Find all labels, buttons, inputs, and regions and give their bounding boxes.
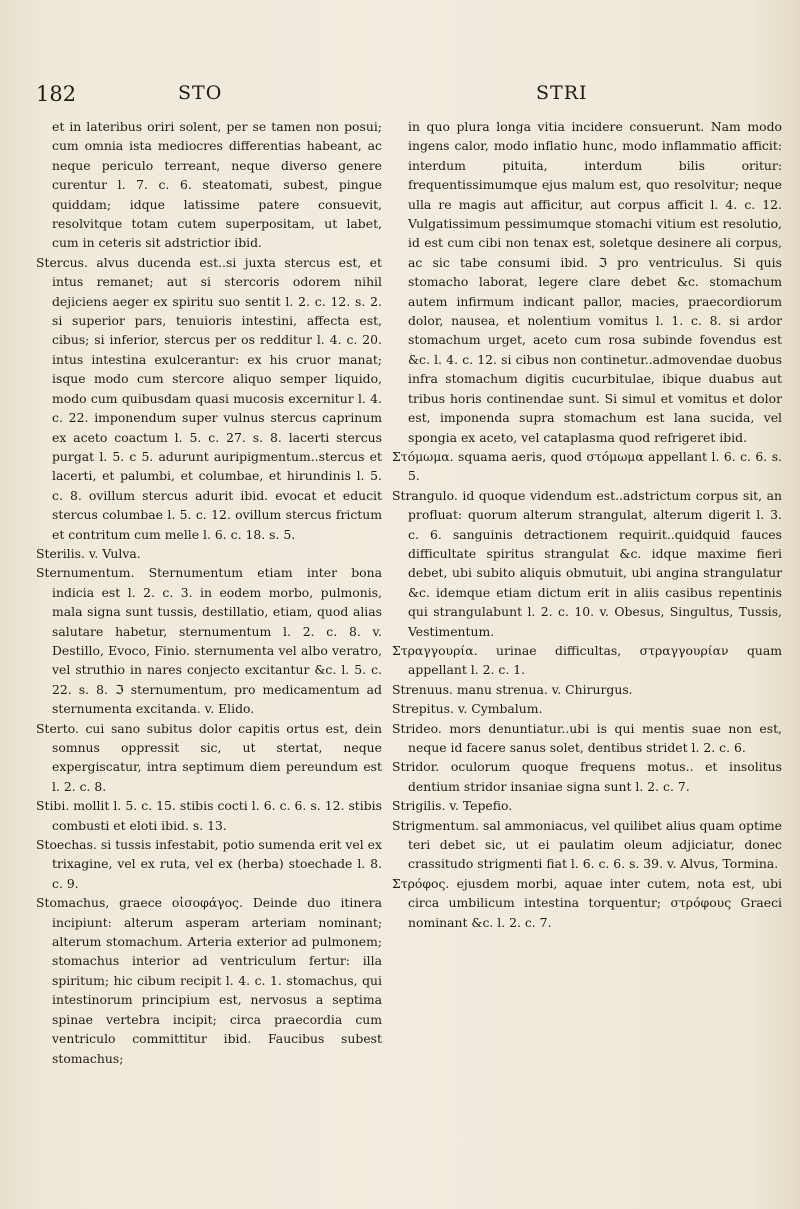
entry-sternumentum: Sternumentum. Sternumentum etiam inter bona indicia est l. 2. c. 3. in eodem morbo, pulmonis, mala signa sunt tussis, destillatio, etiam, quod alias salutare habetur, sternumentum l. 2. c. 8. v. Destillo, Evoco, Finio. sternumenta vel albo veratro, vel struthio in nares conjecto excitantur &c. l. 5. c. 22. s. 8. ℑ sternumentum, pro medicamentum ad sternumenta excitanda. v. Elido. — [36, 565, 382, 717]
entry-strophos: Στρόφος. ejusdem morbi, aquae inter cutem, nota est, ubi circa umbilicum intestina torquentur; στρόφους Graeci nominant &c. l. 2. c. 7. — [392, 875, 782, 930]
left-column — [36, 117, 382, 1068]
entry-strangouria: Στραγγουρία. urinae difficultas, στραγγουρίαν quam appellant l. 2. c. 1. — [392, 642, 782, 678]
page-header — [36, 82, 780, 112]
right-column — [392, 117, 782, 932]
entry-stercus: Stercus. alvus ducenda est..si juxta stercus est, et intus remanet; aut si stercoris odorem nihil dejiciens aeger ex spiritu suo sentit l. 2. c. 12. s. 2. si superior pars, tenuioris intestini, affecta est, cibus; si inferior, stercus per os redditur l. 4. c. 20. intus intestina exulcerantur: ex his cruor manat; isque modo cum stercore aliquo semper liquido, modo cum quibusdam quasi mucosis excernitur l. 4. c. 22. imponendum super vulnus stercus caprinum ex aceto coactum l. 5. c. 27. s. 8. lacerti stercus purgat l. 5. c 5. adurunt auripigmentum..stercus et lacerti, et palumbi, et columbae, et hirundinis l. 5. c. 8. ovillum stercus adurit ibid. evocat et educit stercus columbae l. 5. c. 12. ovillum stercus frictum et contritum cum melle l. 6. c. 18. s. 5. — [36, 254, 382, 542]
entry-sterto: Sterto. cui sano subitus dolor capitis ortus est, dein somnus oppressit sic, ut stertat, neque expergiscatur, intra septimum diem pereundum est l. 2. c. 8. — [36, 720, 382, 794]
entry-strenuus: Strenuus. manu strenua. v. Chirurgus. — [392, 681, 633, 697]
running-head-left: STO — [178, 82, 223, 104]
entry-stoechas: Stoechas. si tussis infestabit, potio sumenda erit vel ex trixagine, vel ex ruta, vel ex (herba) stoechade l. 8. c. 9. — [36, 837, 382, 891]
entry-stibi: Stibi. mollit l. 5. c. 15. stibis cocti l. 6. c. 6. s. 12. stibis combusti et eloti ibid. s. 13. — [36, 798, 382, 833]
entry-strangulo: Strangulo. id quoque videndum est..adstrictum corpus sit, an profluat: quorum alterum strangulat, alterum digerit l. 3. c. 6. sanguinis detractionem requirit..quidquid fauces difficultate spiritus strangulat &c. idque maxime fieri debet, ubi subito aliquis obmutuit, ubi angina strangulatur &c. idemque etiam dictum erit in aliis casibus repentinis qui strangulabunt l. 2. c. 10. v. Obesus, Singultus, Tussis, Vestimentum. — [392, 487, 782, 639]
entry-stomachus: Stomachus, graece οἰσοφάγος. Deinde duo itinera incipiunt: alterum asperam arteriam nominant; alterum stomachum. Arteria exterior ad pulmonem; stomachus interior ad ventriculum fertur: illa spiritum; hic cibum recipit l. 4. c. 1. stomachus, qui intestinorum principium est, nervosus a septima spinae vertebra incipit; circa praecordia cum ventriculo committitur ibid. Faucibus subest stomachus; — [36, 895, 382, 1066]
entry-strigmentum: Strigmentum. sal ammoniacus, vel quilibet alius quam optime teri debet sic, ut ei paulatim oleum adjiciatur, donec crassitudo strigmenti fiat l. 6. c. 6. s. 39. v. Alvus, Tormina. — [392, 817, 782, 872]
entry-stomachus-continued: in quo plura longa vitia incidere consuerunt. Nam modo ingens calor, modo inflatio hunc, modo inflammatio afficit: interdum pituita, interdum bilis oritur: frequentissimumque ejus malum est, quo resolvitur; neque ulla re magis aut afficitur, aut corpus afficit l. 4. c. 12. Vulgatissimum pessimumque stomachi vitium est resolutio, id est cum cibi non tenax est, soletque desinere ali corpus, ac sic tabe consumi ibid. ℑ pro ventriculus. Si quis stomacho laborat, legere clare debet &c. stomachum autem infirmum indicant pallor, macies, praecordiorum dolor, nausea, et nolentium vomitus l. 1. c. 8. si ardor stomachum urget, aceto cum rosa subinde fovendus est &c. l. 4. c. 12. si cibus non continetur..admovendae duobus infra stomachum digitis cucurbitulae, ibique duabus aut tribus horis continendae sunt. Si simul et vomitus et dolor est, imponenda supra stomachum est lana sucida, vel spongia ex aceto, vel cataplasma quod refrigeret ibid. — [408, 119, 782, 445]
entry-continuation: et in lateribus oriri solent, per se tamen non posui; cum omnia ista mediocres differentias habeant, ac neque periculo terreant, neque diverso genere curentur l. 7. c. 6. steatomati, subest, pingue quiddam; idque latissime patere consuevit, resolvitque totam cutem superpositam, ut labet, cum in ceteris sit adstrictior ibid. — [52, 119, 382, 251]
entry-strigilis: Strigilis. v. Tepefio. — [392, 798, 513, 814]
entry-sterilis: Sterilis. v. Vulva. — [36, 545, 141, 561]
entry-stomoma: Στόμωμα. squama aeris, quod στόμωμα appellant l. 6. c. 6. s. 5. — [392, 448, 782, 484]
page-number: 182 — [36, 82, 77, 106]
entry-stridor: Stridor. oculorum quoque frequens motus.. et insolitus dentium stridor insaniae signa sunt l. 2. c. 7. — [392, 759, 782, 794]
running-head-right: STRI — [536, 82, 588, 104]
entry-strepitus: Strepitus. v. Cymbalum. — [392, 701, 543, 717]
entry-strideo: Strideo. mors denuntiatur..ubi is qui mentis suae non est, neque id facere sanus solet, dentibus stridet l. 2. c. 6. — [392, 720, 782, 755]
